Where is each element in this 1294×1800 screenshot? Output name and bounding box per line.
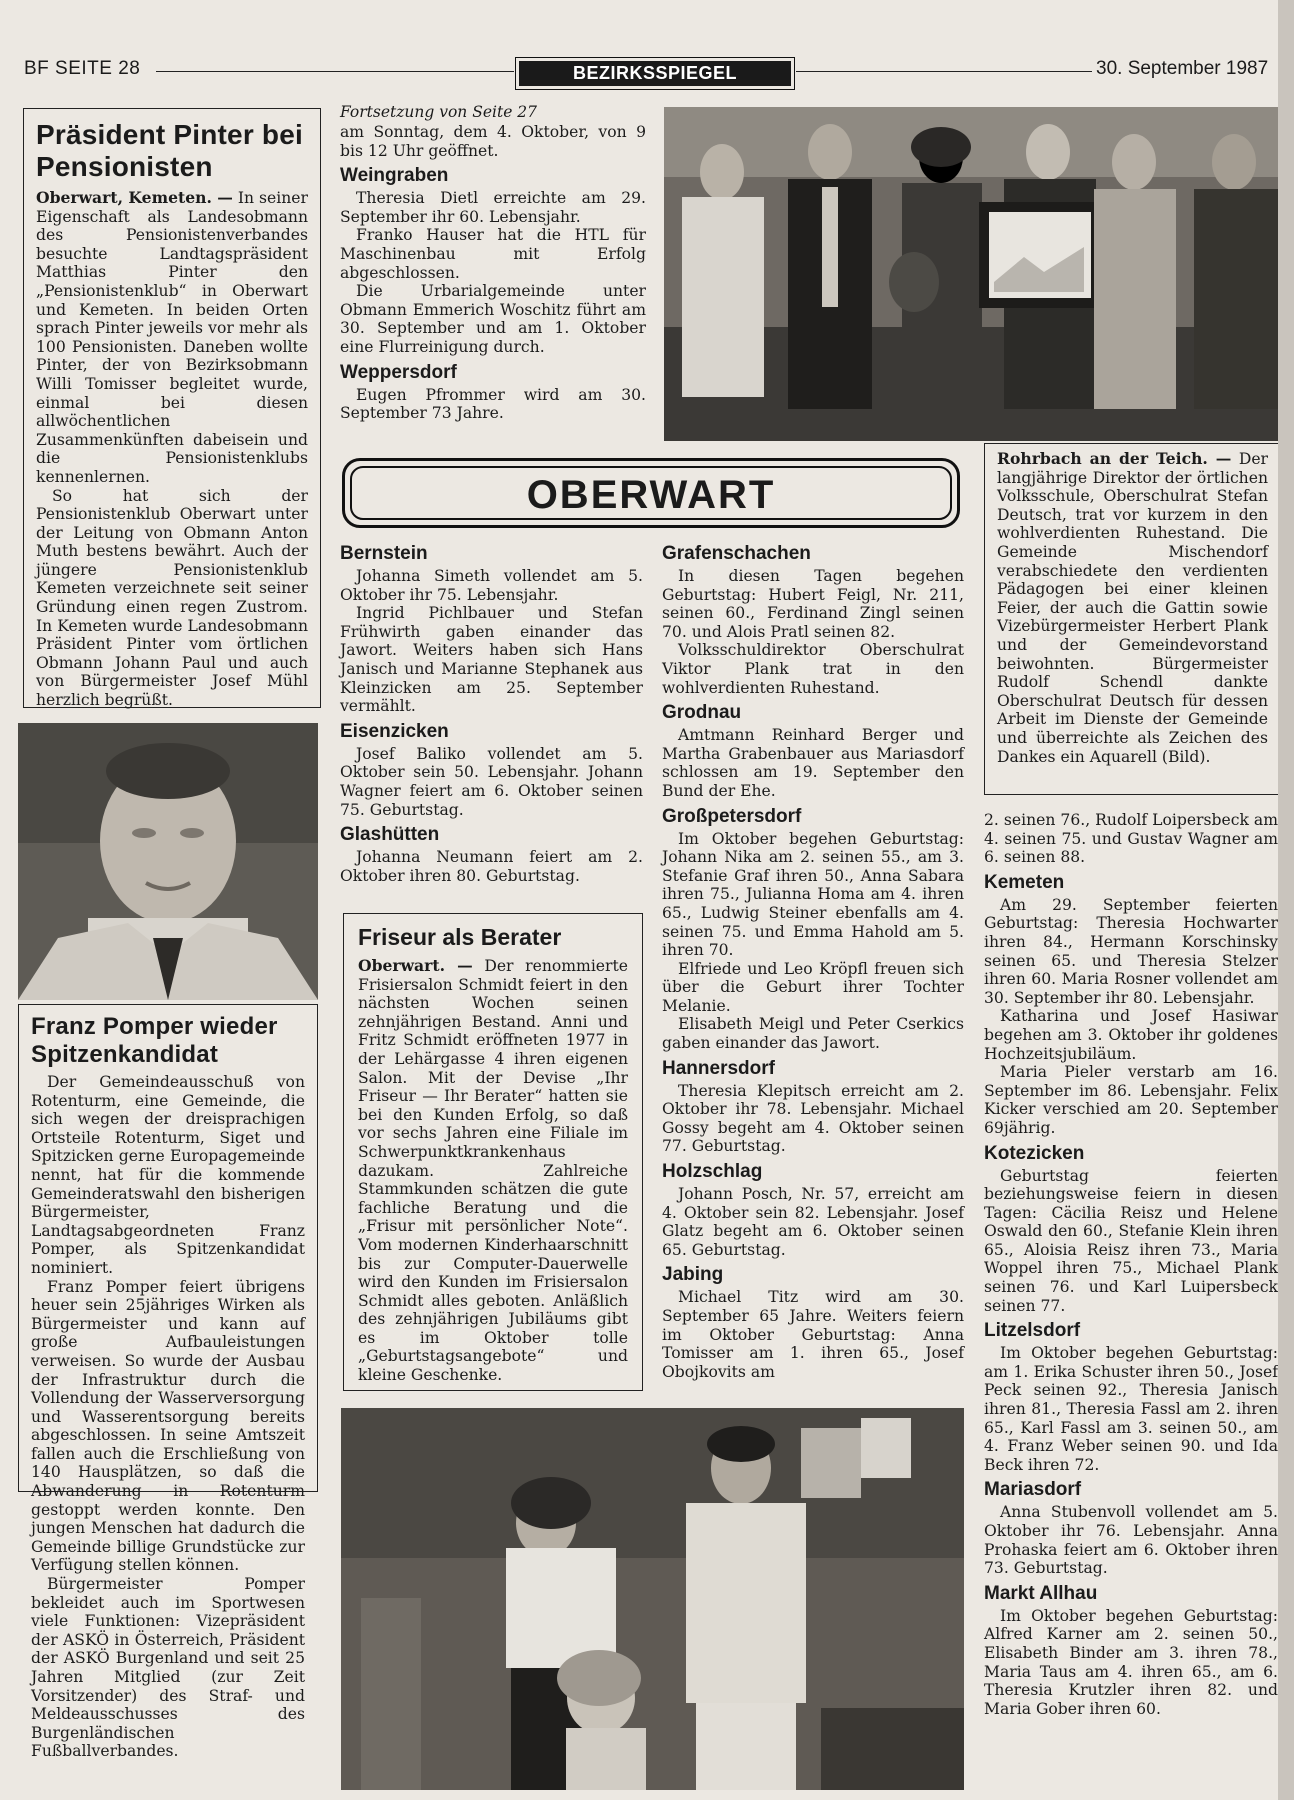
- body-pinter: Oberwart, Kemeten. — In seiner Eigenschaft als Landesobmann des Pensionistenverbandes besuchte Landtagspräsident Matthias Pinter den „Pensionistenklub“ in Oberwart und Kemeten. In beiden Orten sprach Pinter jeweils vor mehr als 100 Pensionisten. Daneben wollte Pinter, der von Bezirksobmann Willi Tomisser begleitet wurde, einmal bei diesen allwöchentlichen Zusammenkünften dabeisein und die Pensionistenklubs kennenlernen. So hat sich der Pensionistenklub Oberwart unter der Leitung von Obmann Anton Muth bestens bewährt. Auch der jüngere Pensionistenklub Kemeten verzeichnete seit seiner Gründung einen regen Zustrom. In Kemeten wurde Landesobmann Präsident Pinter vom örtlichen Obmann Johann Paul und auch von Bürgermeister Josef Mühl herzlich begrüßt.: [36, 188, 308, 710]
- heading-grosspetersdorf: Großpetersdorf: [662, 805, 802, 827]
- section-badge: [515, 57, 795, 90]
- header-rule-right: [796, 71, 1092, 72]
- body-friseur: Oberwart. — Der renommierte Frisiersalon Schmidt feiert in den nächsten Wochen seinen zehnjährigen Bestand. Anni und Fritz Schmidt eröffneten 1977 in der Lehärgasse 4 ihren eigenen Salon. Mit der Devise „Ihr Friseur — Ihr Berater“ hatten sie bei den Kunden Erfolg, so daß vor sechs Jahren eine Filiale im Schwerpunktkrankenhaus dazukam. Zahlreiche Stammkunden schätzen die gute fachliche Beratung und die „Frisur mit persönlicher Note“. Vom modernen Kinderhaarschnitt bis zur Computer-Dauerwelle wird den Kunden im Frisiersalon Schmidt alles geboten. Anläßlich des zehnjährigen Jubiläums gibt es im Oktober tolle „Geburtstagsangebote“ und kleine Geschenke.: [358, 956, 628, 1385]
- column-continuation: Fortsetzung von Seite 27 am Sonntag, dem 4. Oktober, von 9 bis 12 Uhr geöffnet. Weingraben Theresia Dietl erreichte am 29. September ihr 60. Lebensjahr. Franko Hauser hat die HTL für Maschinenbau mit Erfolg abgeschlossen. Die Urbarialgemeinde unter Obmann Emmerich Woschitz führt am 30. September und am 1. Oktober eine Flurreinigung durch. Weppersdorf Eugen Pfrommer wird am 30. September 73 Jahre.: [340, 103, 646, 423]
- heading-weingraben: Weingraben: [340, 165, 449, 187]
- heading-kemeten: Kemeten: [984, 871, 1065, 893]
- heading-litzelsdorf: Litzelsdorf: [984, 1320, 1081, 1342]
- section-banner: [342, 458, 960, 528]
- headline-pinter: Präsident Pinter bei Pensionisten: [36, 119, 303, 182]
- heading-kotezicken: Kotezicken: [984, 1142, 1085, 1164]
- issue-date: 30. September 1987: [1096, 58, 1269, 79]
- heading-mariasdorf: Mariasdorf: [984, 1479, 1082, 1501]
- group-photo-rohrbach: [664, 107, 1278, 441]
- article-friseur: [343, 913, 643, 1391]
- article-rohrbach: [984, 443, 1280, 795]
- page-number: BF SEITE 28: [24, 58, 141, 79]
- heading-bernstein: Bernstein: [340, 543, 428, 564]
- headline-pomper: Franz Pomper wieder Spitzenkandidat: [31, 1013, 278, 1068]
- heading-markt-allhau: Markt Allhau: [984, 1582, 1098, 1604]
- column-oberwart-b: Grafenschachen In diesen Tagen begehen Geburtstag: Hubert Feigl, Nr. 211, seinen 60., Ferdinand Zingl seinen 70. und Alois Pratl seinen 82. Volksschuldirektor Oberschulrat Viktor Plank trat in den wohlverdienten Ruhestand. Grodnau Amtmann Reinhard Berger und Martha Grabenbauer aus Mariasdorf schlossen am 19. September den Bund der Ehe. Großpetersdorf Im Oktober begehen Geburtstag: Johann Nika am 2. seinen 55., am 3. Stefanie Graf ihren 50., Anna Sabara ihren 75., Julianna Homa am 4. ihren 65., Ludwig Steiner ebenfalls am 4. seinen 75. und Emma Hahold am 5. ihren 70. Elfriede und Leo Kröpfl freuen sich über die Geburt ihrer Tochter Melanie. Elisabeth Meigl und Peter Cserkics gaben einander das Jawort. Hannersdorf Theresia Klepitsch erreicht am 2. Oktober ihr 78. Lebensjahr. Michael Gossy begeht am 4. Oktober seinen 77. Geburtstag. Holzschlag Johann Posch, Nr. 57, erreicht am 4. Oktober sein 82. Lebensjahr. Josef Glatz begeht am 6. Oktober seinen 65. Geburtstag. Jabing Michael Titz wird am 30. September 65 Jahre. Weiters feiern im Oktober Geburtstag: Anna Tomisser am 1. ihren 65., Josef Obojkovits am: [662, 543, 964, 1381]
- section-banner-title: OBERWART: [350, 466, 952, 520]
- body-pomper: Der Gemeindeausschuß von Rotenturm, eine Gemeinde, die sich wegen der dreisprachigen Ortsteile Rotenturm, Siget und Spitzicken gerne Europagemeinde nennt, hat für die kommende Gemeinderatswahl den bisherigen Bürgermeister, Landtagsabgeordneten Franz Pomper, als Spitzenkandidat nominiert. Franz Pomper feiert übrigens heuer sein 25jähriges Wirken als Bürgermeister und kann auf große Aufbauleistungen verweisen. So wurde der Ausbau der Infrastruktur durch die Vollendung der Wasserversorgung und Wasserentsorgung bereits abgeschlossen. In seine Amtszeit fallen auch die Erschließung von 140 Hausplätzen, so daß die Abwanderung in Rotenturm gestoppt werden konnte. Den jungen Menschen hat dadurch die Gemeinde billige Grundstücke zur Verfügung stellen können. Bürgermeister Pomper bekleidet auch im Sportwesen viele Funktionen: Vizepräsident der ASKÖ in Österreich, Präsident der ASKÖ Burgenland und seit 25 Jahren Mitglied (zur Zeit Vorsitzender) des Straf- und Meldeausschusses des Burgenländischen Fußballverbandes.: [31, 1073, 305, 1761]
- body-rohrbach: Rohrbach an der Teich. — Der langjährige Direktor der örtlichen Volksschule, Oberschulrat Stefan Deutsch, trat vor kurzem in den wohlverdienten Ruhestand. Die Gemeinde Mischendorf verabschiedete den verdienten Pädagogen bei einer kleinen Feier, der auch die Gattin sowie Vizebürgermeister Herbert Plank und der Gemeindevorstand beiwohnten. Bürgermeister Rudolf Schendl dankte Oberschulrat Deutsch für dessen Arbeit im Dienste der Gemeinde und überreichte als Zeichen des Dankes ein Aquarell (Bild).: [997, 449, 1268, 766]
- portrait-photo-pomper: [18, 723, 318, 1000]
- heading-glashuetten: Glashütten: [340, 824, 440, 846]
- dateline-pinter: Oberwart, Kemeten. —: [36, 188, 233, 207]
- headline-friseur: Friseur als Berater: [358, 924, 562, 950]
- salon-photo-image: [341, 1408, 964, 1790]
- heading-eisenzicken: Eisenzicken: [340, 720, 449, 742]
- section-title: BEZIRKSSPIEGEL: [519, 61, 791, 86]
- column-oberwart-a: Bernstein Johanna Simeth vollendet am 5. Oktober ihr 75. Lebensjahr. Ingrid Pichlbauer und Stefan Frühwirth gaben einander das Jawort. Weiters haben sich Hans Janisch und Marianne Stephanek aus Kleinzicken am 25. September vermählt. Eisenzicken Josef Baliko vollendet am 5. Oktober sein 50. Lebensjahr. Johann Wagner feiert am 6. Oktober seinen 75. Geburtstag. Glashütten Johanna Neumann feiert am 2. Oktober ihren 80. Geburtstag.: [340, 543, 643, 885]
- column-oberwart-c: 2. seinen 76., Rudolf Loipersbeck am 4. seinen 75. und Gustav Wagner am 6. seinen 88. Kemeten Am 29. September feierten Geburtstag: Theresia Hochwarter ihren 84., Hermann Korschinsky seinen 65. und Theresia Stelzer ihren 60. Maria Rosner vollendet am 30. September ihr 80. Lebensjahr. Katharina und Josef Hasiwar begehen am 3. Oktober ihr goldenes Hochzeitsjubiläum. Maria Pieler verstarb am 16. September im 86. Lebensjahr. Felix Kicker verschied am 20. September 69jährig. Kotezicken Geburtstag feierten beziehungsweise feiern in diesen Tagen: Cäcilia Reisz und Helene Oswald den 60., Stefanie Klein ihren 65., Aloisia Reisz ihren 73., Maria Woppel ihren 75., Michael Plank seinen 76. und Karl Luipersbeck seinen 77. Litzelsdorf Im Oktober begehen Geburtstag: am 1. Erika Schuster ihren 50., Josef Peck seinen 92., Theresia Janisch ihren 81., Theresia Fassl am 2. ihren 65., Karl Fassl am 3. seinen 50., am 4. Franz Weber seinen 90. und Ida Beck ihren 72. Mariasdorf Anna Stubenvoll vollendet am 5. Oktober ihr 76. Lebensjahr. Anna Prohaska feiert am 6. Oktober ihren 73. Geburtstag. Markt Allhau Im Oktober begehen Geburtstag: Alfred Karner am 2. seinen 50., Elisabeth Binder am 3. ihren 78., Maria Taus am 4. ihren 65., am 6. Theresia Krutzler ihren 82. und Maria Gober ihren 60.: [984, 811, 1278, 1718]
- group-photo-image: [664, 107, 1278, 441]
- heading-grodnau: Grodnau: [662, 702, 742, 724]
- heading-grafenschachen: Grafenschachen: [662, 543, 811, 564]
- dateline-rohrbach: Rohrbach an der Teich. —: [997, 449, 1232, 468]
- heading-hannersdorf: Hannersdorf: [662, 1057, 775, 1079]
- header-rule-left: [156, 71, 514, 72]
- heading-holzschlag: Holzschlag: [662, 1161, 763, 1183]
- heading-jabing: Jabing: [662, 1264, 724, 1286]
- salon-photo: [341, 1408, 964, 1790]
- heading-weppersdorf: Weppersdorf: [340, 361, 457, 383]
- portrait-image: [18, 723, 318, 1000]
- article-pinter: [23, 108, 321, 708]
- dateline-friseur: Oberwart. —: [358, 956, 473, 975]
- continuation-kicker: Fortsetzung von Seite 27: [340, 103, 538, 121]
- page-gutter-edge: [1278, 0, 1294, 1800]
- article-pomper: [18, 1004, 318, 1761]
